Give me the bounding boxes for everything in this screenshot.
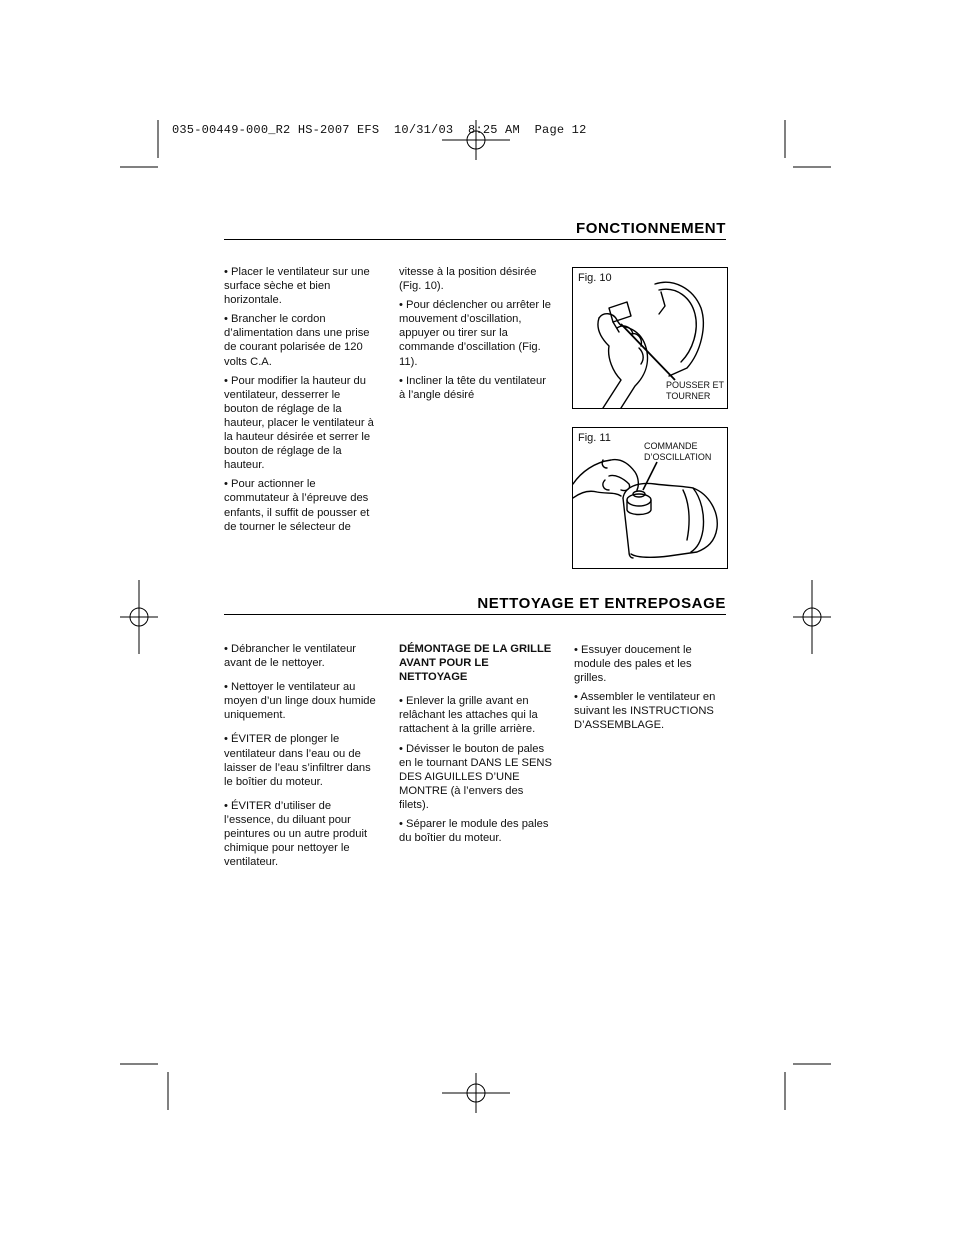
paragraph: • Dévisser le bouton de pales en le tournant DANS LE SENS DES AIGUILLES D’UNE MONTRE (à l’envers des filets).: [399, 742, 552, 811]
column-2: [399, 642, 555, 845]
callout-line-1: COMMANDE: [644, 441, 698, 451]
figure-10: [572, 267, 728, 409]
paragraph: vitesse à la position désirée (Fig. 10).: [399, 266, 537, 293]
section-rule: [224, 239, 726, 240]
paragraph: • Nettoyer le ventilateur au moyen d’un linge doux humide uniquement.: [224, 681, 376, 722]
column-1: [224, 642, 380, 869]
paragraph: • Débrancher le ventilateur avant de le nettoyer.: [224, 643, 357, 670]
section-rule: [224, 614, 726, 615]
paragraph: • Brancher le cordon d’alimentation dans une prise de courant polarisée de 120 volts C.A.: [224, 313, 370, 368]
paragraph: • Séparer le module des pales du boîtier du moteur.: [399, 818, 549, 845]
print-slug: 035-00449-000_R2 HS-2007 EFS 10/31/03 8:25 AM Page 12: [172, 123, 587, 137]
callout-pousser: [666, 380, 724, 402]
paragraph: • Pour actionner le commutateur à l’épreuve des enfants, il suffit de pousser et de tourner le sélecteur de: [224, 478, 370, 533]
paragraph: • Incliner la tête du ventilateur à l’angle désiré: [399, 374, 546, 401]
paragraph: • Pour modifier la hauteur du ventilateur, desserrer le bouton de réglage de la hauteur, placer le ventilateur à la hauteur désirée et serrer le bouton de réglage de la hauteur.: [224, 374, 374, 472]
paragraph: • ÉVITER de plonger le ventilateur dans l’eau ou de laisser de l’eau s’infiltrer dans le boîtier du moteur.: [224, 733, 371, 788]
paragraph: • Enlever la grille avant en relâchant les attaches qui la rattachent à la grille arrière.: [399, 695, 538, 736]
paragraph: • Essuyer doucement le module des pales et les grilles.: [574, 644, 692, 685]
paragraph: • Assembler le ventilateur en suivant les INSTRUCTIONS D’ASSEMBLAGE.: [574, 691, 716, 732]
paragraph: • Pour déclencher ou arrêter le mouvement d’oscillation, appuyer ou tirer sur la commande d’oscillation (Fig. 11).: [399, 299, 551, 368]
column-2: [399, 265, 555, 402]
figure-label: Fig. 11: [578, 432, 611, 444]
figure-label: Fig. 10: [578, 272, 612, 284]
paragraph: • Placer le ventilateur sur une surface sèche et bien horizontale.: [224, 266, 370, 307]
column-1: [224, 265, 376, 534]
section-title-nettoyage: NETTOYAGE ET ENTREPOSAGE: [477, 595, 726, 612]
oscillation-control-illustration: [573, 428, 727, 568]
figure-11: [572, 427, 728, 569]
subheading: DÉMONTAGE DE LA GRILLE AVANT POUR LE NETTOYAGE: [399, 643, 552, 684]
section-title-fonctionnement: FONCTIONNEMENT: [575, 220, 726, 237]
column-3: [574, 643, 726, 733]
paragraph: • ÉVITER d’utiliser de l’essence, du diluant pour peintures ou un autre produit chimique pour nettoyer le ventilateur.: [224, 799, 368, 869]
callout-line-2: TOURNER: [666, 391, 711, 401]
callout-line-1: POUSSER ET: [666, 380, 725, 390]
callout-line-2: D’OSCILLATION: [644, 452, 712, 462]
